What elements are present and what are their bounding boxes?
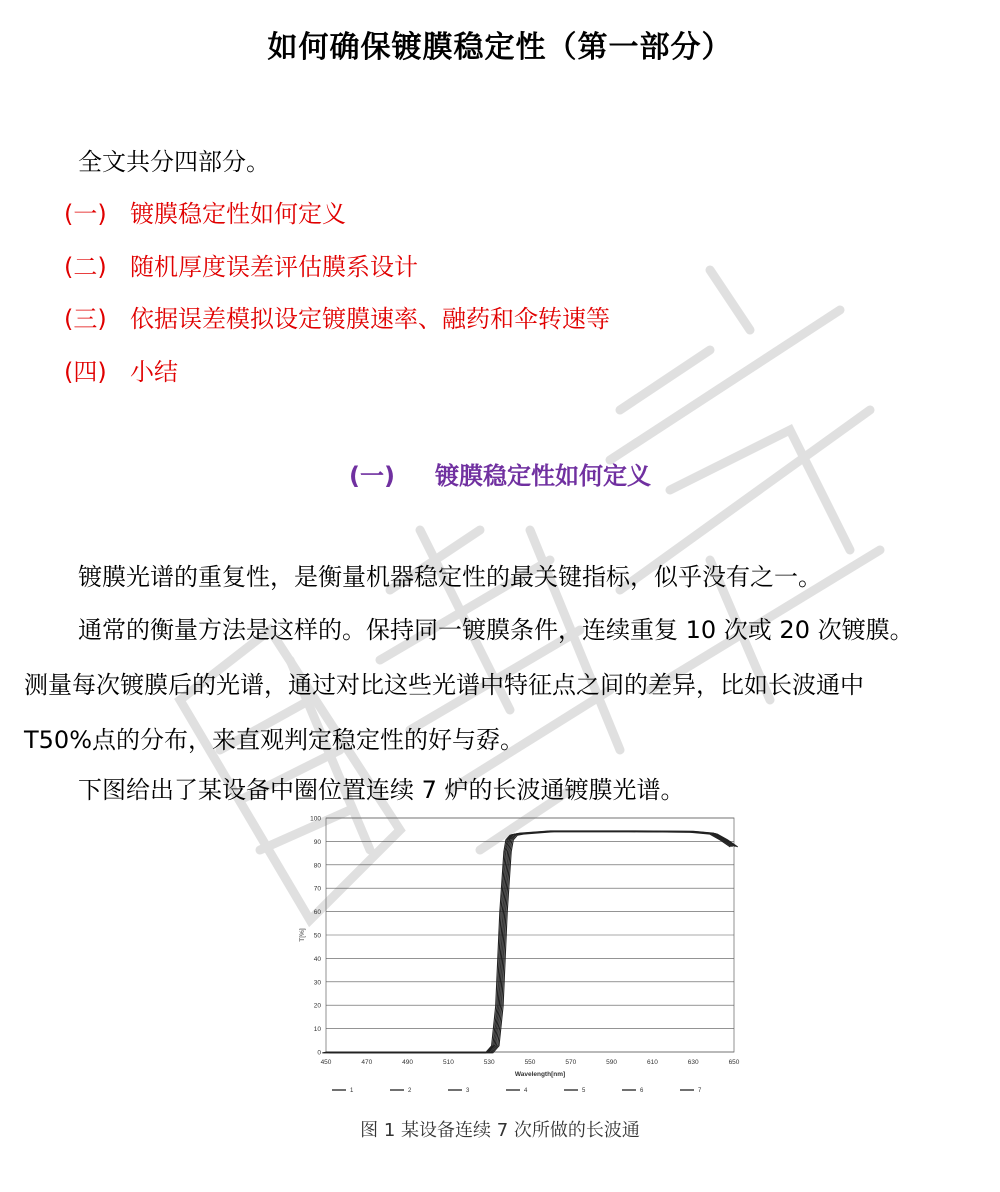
toc-item	[64, 352, 610, 405]
x-tick-label: 630	[687, 1059, 699, 1066]
toc-item-number: (三)	[64, 305, 107, 333]
paragraph-1-text: 镀膜光谱的重复性，是衡量机器稳定性的最关键指标，似乎没有之一。	[78, 563, 822, 591]
y-tick-label: 70	[313, 885, 321, 893]
paragraph-3-text: 下图给出了某设备中圈位置连续 7 炉的长波通镀膜光谱。	[78, 776, 685, 804]
paragraph-2-line-1: 通常的衡量方法是这样的。保持同一镀膜条件，连续重复 10 次或 20 次镀膜。	[78, 616, 914, 644]
intro-text: 全文共分四部分。	[78, 148, 270, 176]
x-tick-label: 450	[320, 1059, 332, 1066]
toc-item	[64, 247, 610, 300]
toc-item	[64, 194, 610, 247]
x-axis-label: Wavelength[nm]	[514, 1071, 566, 1078]
y-tick-label: 80	[313, 862, 321, 870]
y-tick-label: 10	[313, 1026, 321, 1034]
series-line-5	[327, 831, 735, 1052]
y-tick-label: 20	[313, 1002, 321, 1010]
legend-label: 4	[524, 1088, 528, 1094]
paragraph-2-line-2: 测量每次镀膜后的光谱，通过对比这些光谱中特征点之间的差异，比如长波通中	[24, 671, 864, 699]
x-tick-label: 570	[565, 1059, 577, 1066]
y-tick-label: 40	[313, 955, 321, 963]
toc-item-text: 依据误差模拟设定镀膜速率、融药和伞转速等	[130, 305, 610, 333]
toc-item-text: 镀膜稳定性如何定义	[130, 200, 346, 228]
y-tick-label: 90	[313, 838, 321, 846]
toc-item-text: 小结	[130, 357, 178, 386]
x-tick-label: 650	[728, 1059, 740, 1066]
section-number: (一)	[349, 462, 395, 490]
y-tick-label: 100	[310, 815, 321, 823]
legend-label: 1	[350, 1088, 354, 1094]
x-tick-label: 550	[524, 1059, 536, 1066]
toc-item-number: (二)	[64, 252, 107, 281]
legend-label: 2	[408, 1088, 412, 1094]
paragraph-2	[24, 603, 984, 768]
y-tick-label: 50	[313, 932, 321, 940]
toc-item-text: 随机厚度误差评估膜系设计	[130, 252, 418, 281]
series-line-3	[325, 831, 733, 1052]
legend-label: 3	[466, 1088, 470, 1094]
section-title: 镀膜稳定性如何定义	[434, 462, 651, 490]
section-heading	[0, 456, 1000, 491]
legend-label: 5	[582, 1088, 586, 1094]
x-tick-label: 470	[361, 1059, 373, 1066]
toc-item	[64, 299, 610, 352]
table-of-contents	[64, 194, 610, 404]
transmission-spectrum-chart	[292, 808, 752, 1108]
series-line-4	[326, 831, 734, 1052]
y-tick-label: 0	[317, 1049, 321, 1057]
y-axis-label: T[%]	[299, 928, 306, 942]
x-tick-label: 610	[646, 1059, 658, 1066]
page-title: 如何确保镀膜稳定性（第一部分）	[267, 30, 733, 65]
toc-item-number: (一)	[64, 200, 107, 228]
legend-label: 7	[698, 1088, 702, 1094]
x-tick-label: 510	[442, 1059, 454, 1066]
x-tick-label: 490	[402, 1059, 414, 1066]
y-tick-label: 30	[313, 979, 321, 987]
y-tick-label: 60	[313, 909, 321, 917]
paragraph-1	[24, 550, 984, 605]
paragraph-2-line-3: T50%点的分布，来直观判定稳定性的好与孬。	[24, 726, 525, 754]
x-tick-label: 530	[483, 1059, 495, 1066]
x-tick-label: 590	[606, 1059, 618, 1066]
legend-label: 6	[640, 1088, 644, 1094]
toc-item-number: (四)	[64, 357, 107, 386]
figure-caption: 图 1 某设备连续 7 次所做的长波通	[360, 1120, 640, 1141]
